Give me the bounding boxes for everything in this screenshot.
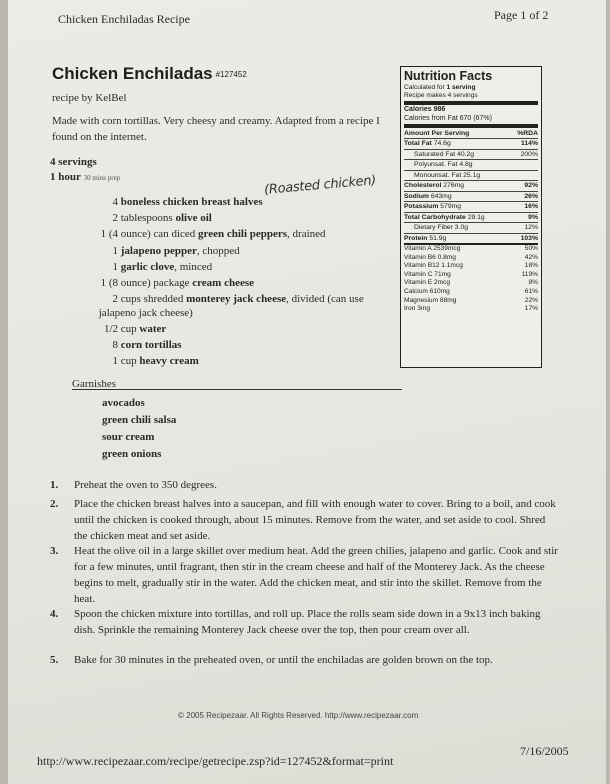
ingredient-row — [76, 212, 212, 224]
vitamin-row — [404, 297, 538, 306]
vitamin-rda: 50% — [524, 245, 538, 252]
nutrition-column-header: Amount Per Serving %RDA — [404, 130, 538, 137]
vitamin-row — [404, 254, 538, 263]
ingredient-quantity: 1/2 — [103, 323, 118, 335]
ingredient-note: , divided (can use — [286, 293, 364, 305]
page-number: Page 1 of 2 — [494, 8, 549, 22]
nutrient-rda: 12% — [524, 224, 538, 231]
nutrient-rda: 200% — [520, 150, 538, 158]
nutrition-row — [404, 149, 538, 160]
nutrition-row — [404, 170, 538, 181]
ingredient-row — [76, 261, 212, 273]
nutrition-divider — [404, 124, 538, 128]
ingredient-name: garlic clove — [120, 261, 175, 273]
recipe-byline: recipe by KelBel — [52, 92, 127, 104]
vitamin-label: Vitamin B6 0.8mg — [404, 253, 456, 261]
ingredient-row — [76, 293, 364, 305]
recipe-id: #127452 — [215, 70, 247, 79]
handwritten-note: (Roasted chicken) — [263, 173, 377, 198]
nutrition-rows — [404, 138, 538, 243]
ingredient-unit: ounce) can diced — [120, 228, 199, 240]
ingredient-quantity: 4 — [112, 196, 118, 208]
vitamin-rda: 18% — [524, 262, 538, 270]
nutrition-facts-panel — [400, 66, 542, 368]
nutrient-rda: 92% — [524, 182, 538, 189]
nutrient-rda: 114% — [520, 140, 538, 147]
nutrient-label: Monounsat. Fat 25.1g — [414, 171, 481, 179]
ingredient-unit: cups shredded — [120, 293, 187, 305]
garnish-item: green onions — [102, 448, 162, 460]
vitamin-rda: 42% — [524, 253, 538, 261]
ingredient-quantity: 2 — [112, 212, 118, 224]
garnish-item: green chili salsa — [102, 414, 177, 426]
nutrition-row — [404, 201, 538, 212]
nutrient-label: Dietary Fiber 3.0g — [414, 224, 469, 231]
ingredient-quantity: 1 (8 — [100, 277, 118, 289]
ingredient-unit: cup — [120, 355, 140, 367]
ingredient-name: cream cheese — [192, 277, 255, 289]
nutrition-makes: Recipe makes 4 servings — [404, 92, 478, 99]
ingredient-name: corn tortillas — [120, 339, 182, 351]
ingredient-row — [76, 355, 199, 367]
nutrition-row — [404, 180, 538, 191]
nutrient-rda: 16% — [524, 203, 538, 210]
ingredient-row — [76, 245, 240, 257]
recipe-servings: 4 servings — [50, 156, 97, 168]
vitamin-row — [404, 305, 538, 314]
nutrition-facts-title: Nutrition Facts — [404, 69, 493, 83]
vitamin-row — [404, 288, 538, 297]
garnish-item: avocados — [102, 397, 145, 409]
nutrient-label: Saturated Fat 40.2g — [414, 150, 475, 158]
nutrient-label: Polyunsat. Fat 4.8g — [414, 161, 473, 168]
nutrient-label: Potassium 579mg — [404, 203, 462, 210]
vitamin-rda: 17% — [524, 305, 538, 313]
step-number: 2. — [50, 498, 59, 510]
vitamin-row — [404, 262, 538, 271]
ingredient-name: boneless chicken breast halves — [120, 196, 263, 208]
vitamin-label: Magnesium 88mg — [404, 296, 457, 304]
recipe-title: Chicken Enchiladas #127452 — [52, 64, 247, 83]
nutrition-row — [404, 138, 538, 149]
nutrient-rda: 26% — [524, 192, 538, 200]
vitamin-rda: 8% — [528, 279, 538, 287]
nutrition-row — [404, 191, 538, 202]
ingredient-row — [80, 307, 193, 319]
copyright-notice: © 2005 Recipezaar. All Rights Reserved. http://www.recipezaar.com — [178, 711, 419, 720]
prep-time: 30 mins prep — [83, 174, 121, 182]
ingredient-row — [76, 277, 254, 289]
nutrient-label: Sodium 643mg — [404, 192, 452, 200]
step-number: 1. — [50, 479, 59, 491]
step-text: Place the chicken breast halves into a saucepan, and fill with enough water to cover. Bring to a boil, and cook until the chicken is cooked through, about 15 minutes. Remove from the water, and set aside to cool. Shred the chicken meat and set aside. — [74, 498, 556, 542]
garnishes-divider — [72, 389, 402, 390]
step-text: Heat the olive oil in a large skillet over medium heat. Add the green chilies, jalapeno and garlic. Cook and stir for a few minutes, until fragrant, then stir in the cream cheese and half of the Monterey Jack. As the cheese begins to melt, gradually stir in the water. Add the chicken meat, and stir into the skillet. Remove from the heat. — [74, 545, 558, 605]
step-number: 5. — [50, 654, 59, 666]
vitamin-label: Iron 3mg — [404, 305, 431, 313]
nutrient-rda: 103% — [520, 234, 538, 242]
ingredient-row — [76, 323, 166, 335]
ingredient-quantity: 8 — [112, 339, 118, 351]
ingredient-unit: cup — [120, 323, 140, 335]
vitamin-row — [404, 271, 538, 280]
garnishes-heading: Garnishes — [72, 378, 116, 390]
footer-url: http://www.recipezaar.com/recipe/getrecipe.zsp?id=127452&format=print — [37, 754, 394, 768]
recipe-time: 1 hour 30 mins prep — [50, 171, 121, 183]
nutrient-label: Total Carbohydrate 29.1g — [404, 213, 485, 221]
vitamin-rda: 61% — [524, 287, 538, 295]
page-header-title: Chicken Enchiladas Recipe — [58, 12, 190, 26]
print-date: 7/16/2005 — [520, 744, 569, 758]
ingredient-note: , chopped — [196, 245, 240, 257]
nutrition-row — [404, 159, 538, 170]
vitamin-rda: 22% — [524, 296, 538, 304]
ingredient-note: , minced — [174, 261, 213, 273]
ingredient-name: water — [139, 323, 167, 335]
step-text: Preheat the oven to 350 degrees. — [74, 479, 217, 491]
ingredient-unit: tablespoons — [120, 212, 176, 224]
ingredient-unit: ounce) package — [120, 277, 193, 289]
ingredient-unit: jalapeno jack cheese) — [98, 307, 193, 319]
ingredient-quantity: 1 — [112, 355, 118, 367]
step-text: Bake for 30 minutes in the preheated oven, or until the enchiladas are golden brown on the top. — [74, 654, 493, 666]
nutrition-row — [404, 222, 538, 233]
ingredient-row — [76, 196, 263, 208]
nutrient-label: Protein 51.9g — [404, 234, 447, 242]
nutrition-divider — [404, 101, 538, 105]
ingredient-quantity: 1 (4 — [100, 228, 118, 240]
ingredient-note: , drained — [287, 228, 326, 240]
vitamin-label: Vitamin E 2mcg — [404, 279, 451, 287]
ingredient-name: green chili peppers — [198, 228, 288, 240]
ingredient-name: monterey jack cheese — [186, 293, 287, 305]
garnish-item: sour cream — [102, 431, 155, 443]
vitamin-label: Vitamin C 71mg — [404, 270, 451, 278]
vitamin-label: Calcium 610mg — [404, 287, 450, 295]
step-text: Spoon the chicken mixture into tortillas, and roll up. Place the rolls seam side down in a 9x13 inch baking dish. Sprinkle the remaining Monterey Jack cheese over the top, then pour cream over all. — [74, 608, 541, 636]
ingredient-quantity: 1 — [112, 261, 118, 273]
nutrition-row — [404, 233, 538, 244]
recipe-description: Made with corn tortillas. Very cheesy and creamy. Adapted from a recipe I found on the internet. — [52, 115, 380, 143]
nutrition-calculated-for: Calculated for 1 serving — [404, 84, 476, 91]
ingredient-name: heavy cream — [139, 355, 199, 367]
nutrition-calories-fat: Calories from Fat 670 (67%) — [404, 114, 492, 122]
nutrient-label: Total Fat 74.6g — [404, 140, 451, 147]
nutrition-row — [404, 212, 538, 223]
step-number: 3. — [50, 545, 59, 557]
vitamin-label: Vitamin B12 1.1mcg — [404, 262, 463, 270]
ingredient-quantity: 2 — [112, 293, 118, 305]
ingredient-row — [76, 339, 182, 351]
vitamin-rda: 119% — [521, 270, 538, 278]
nutrient-rda: 9% — [528, 213, 538, 221]
vitamin-label: Vitamin A 2539mcg — [404, 245, 461, 252]
step-number: 4. — [50, 608, 59, 620]
ingredient-name: olive oil — [175, 212, 212, 224]
nutrition-calories: Calories 986 — [404, 106, 446, 113]
ingredient-row — [76, 228, 326, 240]
nutrition-vitamins — [404, 245, 538, 314]
nutrient-label: Cholesterol 276mg — [404, 182, 465, 189]
ingredient-name: jalapeno pepper — [120, 245, 197, 257]
vitamin-row — [404, 279, 538, 288]
ingredient-quantity: 1 — [112, 245, 118, 257]
vitamin-row — [404, 245, 538, 254]
